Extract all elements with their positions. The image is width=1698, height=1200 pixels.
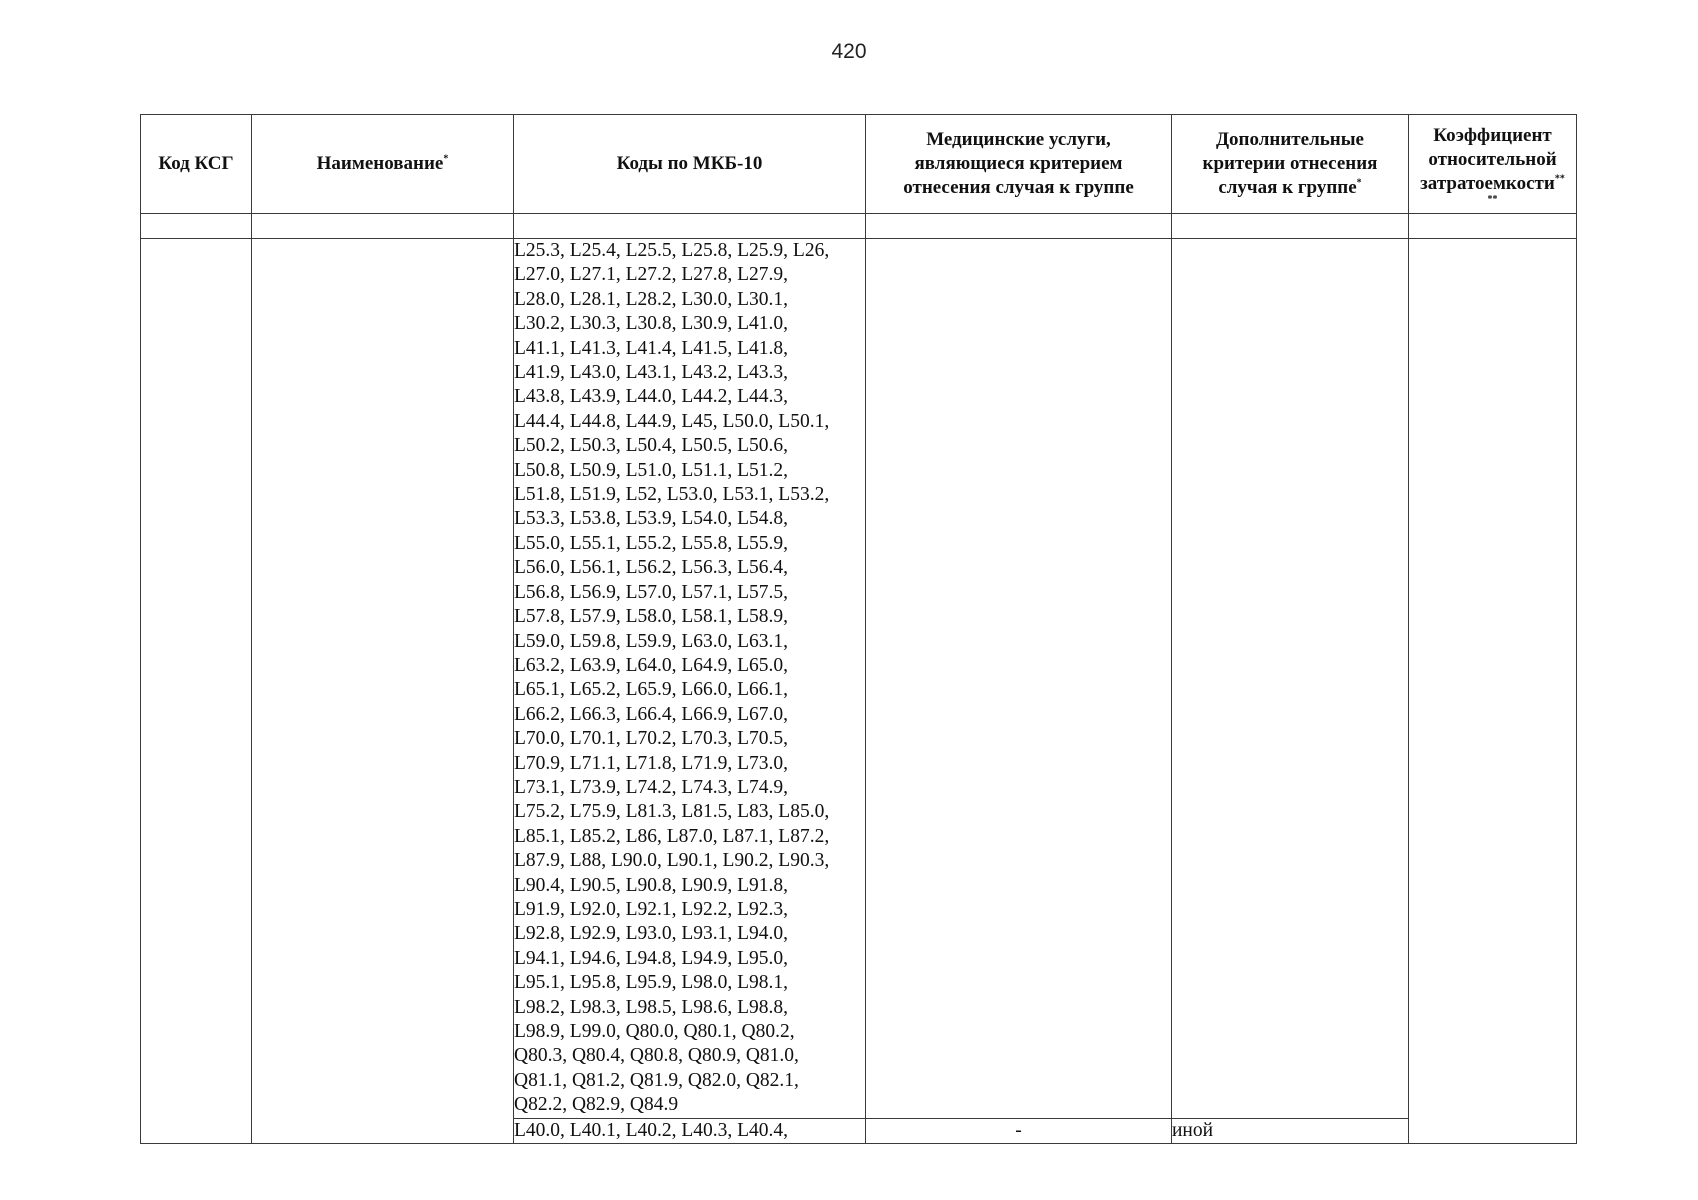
column-number-row <box>141 214 1577 239</box>
cell-icd-codes: L40.0, L40.1, L40.2, L40.3, L40.4, <box>514 1118 866 1143</box>
icd-codes-line: L51.8, L51.9, L52, L53.0, L53.1, L53.2, <box>514 484 830 506</box>
header-name: Наименование* <box>252 115 514 214</box>
icd-codes-line: L92.8, L92.9, L93.0, L93.1, L94.0, <box>514 923 789 945</box>
icd-codes-line: L98.2, L98.3, L98.5, L98.6, L98.8, <box>514 996 789 1018</box>
icd-codes-line: Q82.2, Q82.9, Q84.9 <box>514 1094 679 1116</box>
footnote-mark: * <box>443 153 449 165</box>
header-extra-criteria: Дополнительные критерии отнесения случая к группе* <box>1172 115 1409 214</box>
icd-codes-line: L43.8, L43.9, L44.0, L44.2, L44.3, <box>514 386 789 408</box>
cell-name <box>252 239 514 1144</box>
ksg-table <box>140 114 1577 1144</box>
icd-codes-line: L56.8, L56.9, L57.0, L57.1, L57.5, <box>514 581 789 603</box>
icd-codes-line: L53.3, L53.8, L53.9, L54.0, L54.8, <box>514 508 789 530</box>
icd-codes-line: L44.4, L44.8, L44.9, L45, L50.0, L50.1, <box>514 410 830 432</box>
cell-coefficient <box>1409 239 1577 1144</box>
footnote-mark: * <box>1356 177 1362 189</box>
cell-extra-criteria: иной <box>1172 1118 1409 1143</box>
icd-codes-line: L70.9, L71.1, L71.8, L71.9, L73.0, <box>514 752 789 774</box>
icd-codes-line: L70.0, L70.1, L70.2, L70.3, L70.5, <box>514 728 789 750</box>
table-header-row <box>141 115 1577 214</box>
table-row <box>141 239 1577 1119</box>
icd-codes-line: L25.3, L25.4, L25.5, L25.8, L25.9, L26, <box>514 240 830 261</box>
footnote-mark: ** <box>1554 173 1565 185</box>
icd-codes-line: L90.4, L90.5, L90.8, L90.9, L91.8, <box>514 874 789 896</box>
icd-codes-line: L55.0, L55.1, L55.2, L55.8, L55.9, <box>514 532 789 554</box>
icd-codes-line: L30.2, L30.3, L30.8, L30.9, L41.0, <box>514 313 789 335</box>
icd-codes-line: L56.0, L56.1, L56.2, L56.3, L56.4, <box>514 557 789 579</box>
icd-codes-line: L27.0, L27.1, L27.2, L27.8, L27.9, <box>514 264 789 286</box>
icd-codes-line: L94.1, L94.6, L94.8, L94.9, L95.0, <box>514 947 789 969</box>
icd-codes-line: L50.2, L50.3, L50.4, L50.5, L50.6, <box>514 435 789 457</box>
header-services: Медицинские услуги, являющиеся критерием отнесения случая к группе <box>866 115 1172 214</box>
cell-extra-criteria <box>1172 239 1409 1119</box>
icd-codes-line: L63.2, L63.9, L64.0, L64.9, L65.0, <box>514 654 789 676</box>
cell-services: - <box>866 1118 1172 1143</box>
icd-codes-line: L73.1, L73.9, L74.2, L74.3, L74.9, <box>514 776 789 798</box>
page-number: 420 <box>831 40 867 63</box>
icd-codes-line: L41.1, L41.3, L41.4, L41.5, L41.8, <box>514 337 789 359</box>
icd-codes-line: L95.1, L95.8, L95.9, L98.0, L98.1, <box>514 972 789 994</box>
header-code: Код КСГ <box>141 115 252 214</box>
header-icd-codes: Коды по МКБ-10 <box>514 115 866 214</box>
icd-codes-line: L85.1, L85.2, L86, L87.0, L87.1, L87.2, <box>514 825 830 847</box>
icd-codes-line: L65.1, L65.2, L65.9, L66.0, L66.1, <box>514 679 789 701</box>
icd-codes-line: L57.8, L57.9, L58.0, L58.1, L58.9, <box>514 606 789 628</box>
icd-codes-line: L28.0, L28.1, L28.2, L30.0, L30.1, <box>514 288 789 310</box>
icd-codes-line: Q80.3, Q80.4, Q80.8, Q80.9, Q81.0, <box>514 1045 799 1067</box>
icd-codes-line: L59.0, L59.8, L59.9, L63.0, L63.1, <box>514 630 789 652</box>
cell-code <box>141 239 252 1144</box>
icd-codes-line: L41.9, L43.0, L43.1, L43.2, L43.3, <box>514 362 789 384</box>
cell-services <box>866 239 1172 1119</box>
icd-codes-list <box>514 239 865 1118</box>
cell-icd-codes <box>514 239 866 1119</box>
icd-codes-line: L91.9, L92.0, L92.1, L92.2, L92.3, <box>514 898 789 920</box>
icd-codes-line: L66.2, L66.3, L66.4, L66.9, L67.0, <box>514 703 789 725</box>
icd-codes-line: L75.2, L75.9, L81.3, L81.5, L83, L85.0, <box>514 801 830 823</box>
icd-codes-line: L50.8, L50.9, L51.0, L51.1, L51.2, <box>514 459 789 481</box>
icd-codes-line: L98.9, L99.0, Q80.0, Q80.1, Q80.2, <box>514 1021 795 1042</box>
header-coefficient: Коэффициент относительной затратоемкости** ** <box>1409 115 1577 214</box>
icd-codes-line: L87.9, L88, L90.0, L90.1, L90.2, L90.3, <box>514 850 830 872</box>
icd-codes-line: Q81.1, Q81.2, Q81.9, Q82.0, Q82.1, <box>514 1069 799 1091</box>
